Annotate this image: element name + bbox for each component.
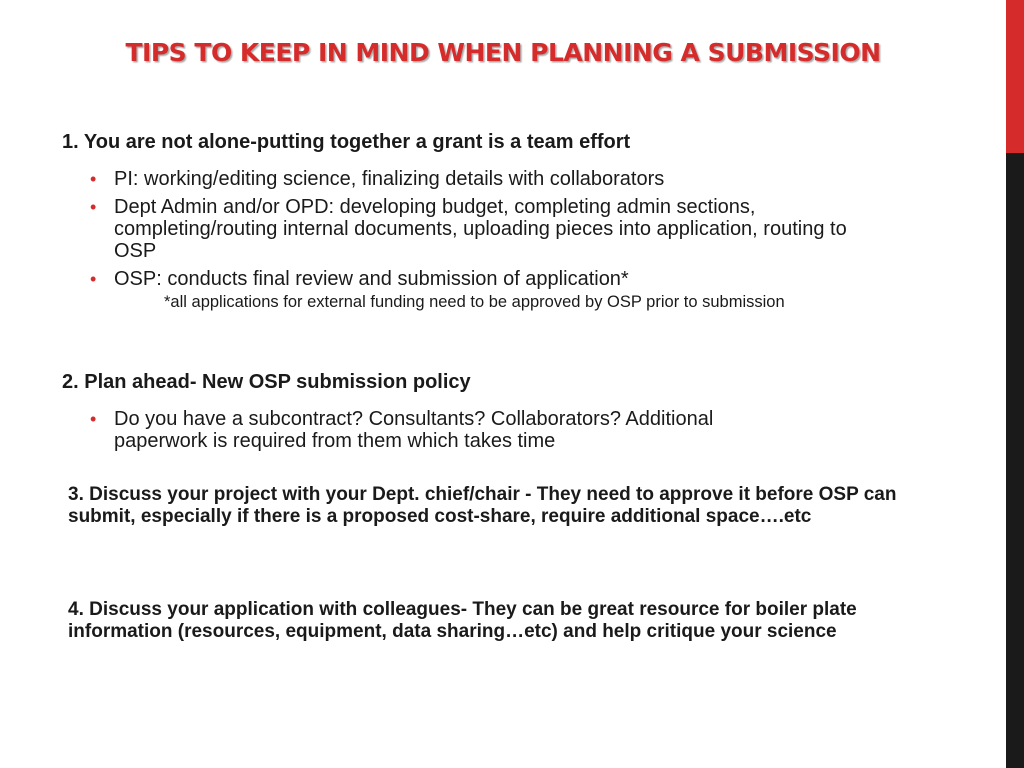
- section-1-bullet-list: [90, 168, 860, 290]
- bullet-marker: •: [90, 197, 97, 217]
- bullet-marker: •: [90, 169, 97, 189]
- accent-bar-dark: [1006, 153, 1024, 768]
- bullet-marker: •: [90, 269, 97, 289]
- section-heading-1: 1. You are not alone-putting together a grant is a team effort: [62, 131, 631, 153]
- bullet-marker: •: [90, 409, 97, 429]
- tip-paragraph-3: 3. Discuss your project with your Dept. chief/chair - They need to approve it before OSP can submit, especially if there is a proposed cost-share, require additional space….etc: [68, 484, 897, 527]
- bullet-text: PI: working/editing science, finalizing details with collaborators: [114, 168, 665, 190]
- footnote-osp-approval: *all applications for external funding need to be approved by OSP prior to submission: [164, 293, 785, 311]
- slide-title: TIPS TO KEEP IN MIND WHEN PLANNING A SUBMISSION: [125, 38, 881, 67]
- section-2-bullet-list: [90, 408, 810, 452]
- tip-paragraph-4: 4. Discuss your application with colleagues- They can be great resource for boiler plate information (resources, equipment, data sharing…etc) and help critique your science: [68, 599, 857, 642]
- list-item: [90, 408, 810, 452]
- bullet-text: Do you have a subcontract? Consultants? Collaborators? Additional paperwork is required from them which takes time: [114, 408, 714, 452]
- list-item: [90, 196, 860, 262]
- list-item: [90, 168, 860, 190]
- bullet-text: Dept Admin and/or OPD: developing budget, completing admin sections, completing/routing internal documents, uploading pieces into application, routing to OSP: [114, 196, 847, 262]
- section-heading-2: 2. Plan ahead- New OSP submission policy: [62, 371, 471, 393]
- list-item: [90, 268, 860, 290]
- accent-bar-red: [1006, 0, 1024, 153]
- bullet-text: OSP: conducts final review and submission of application*: [114, 268, 629, 290]
